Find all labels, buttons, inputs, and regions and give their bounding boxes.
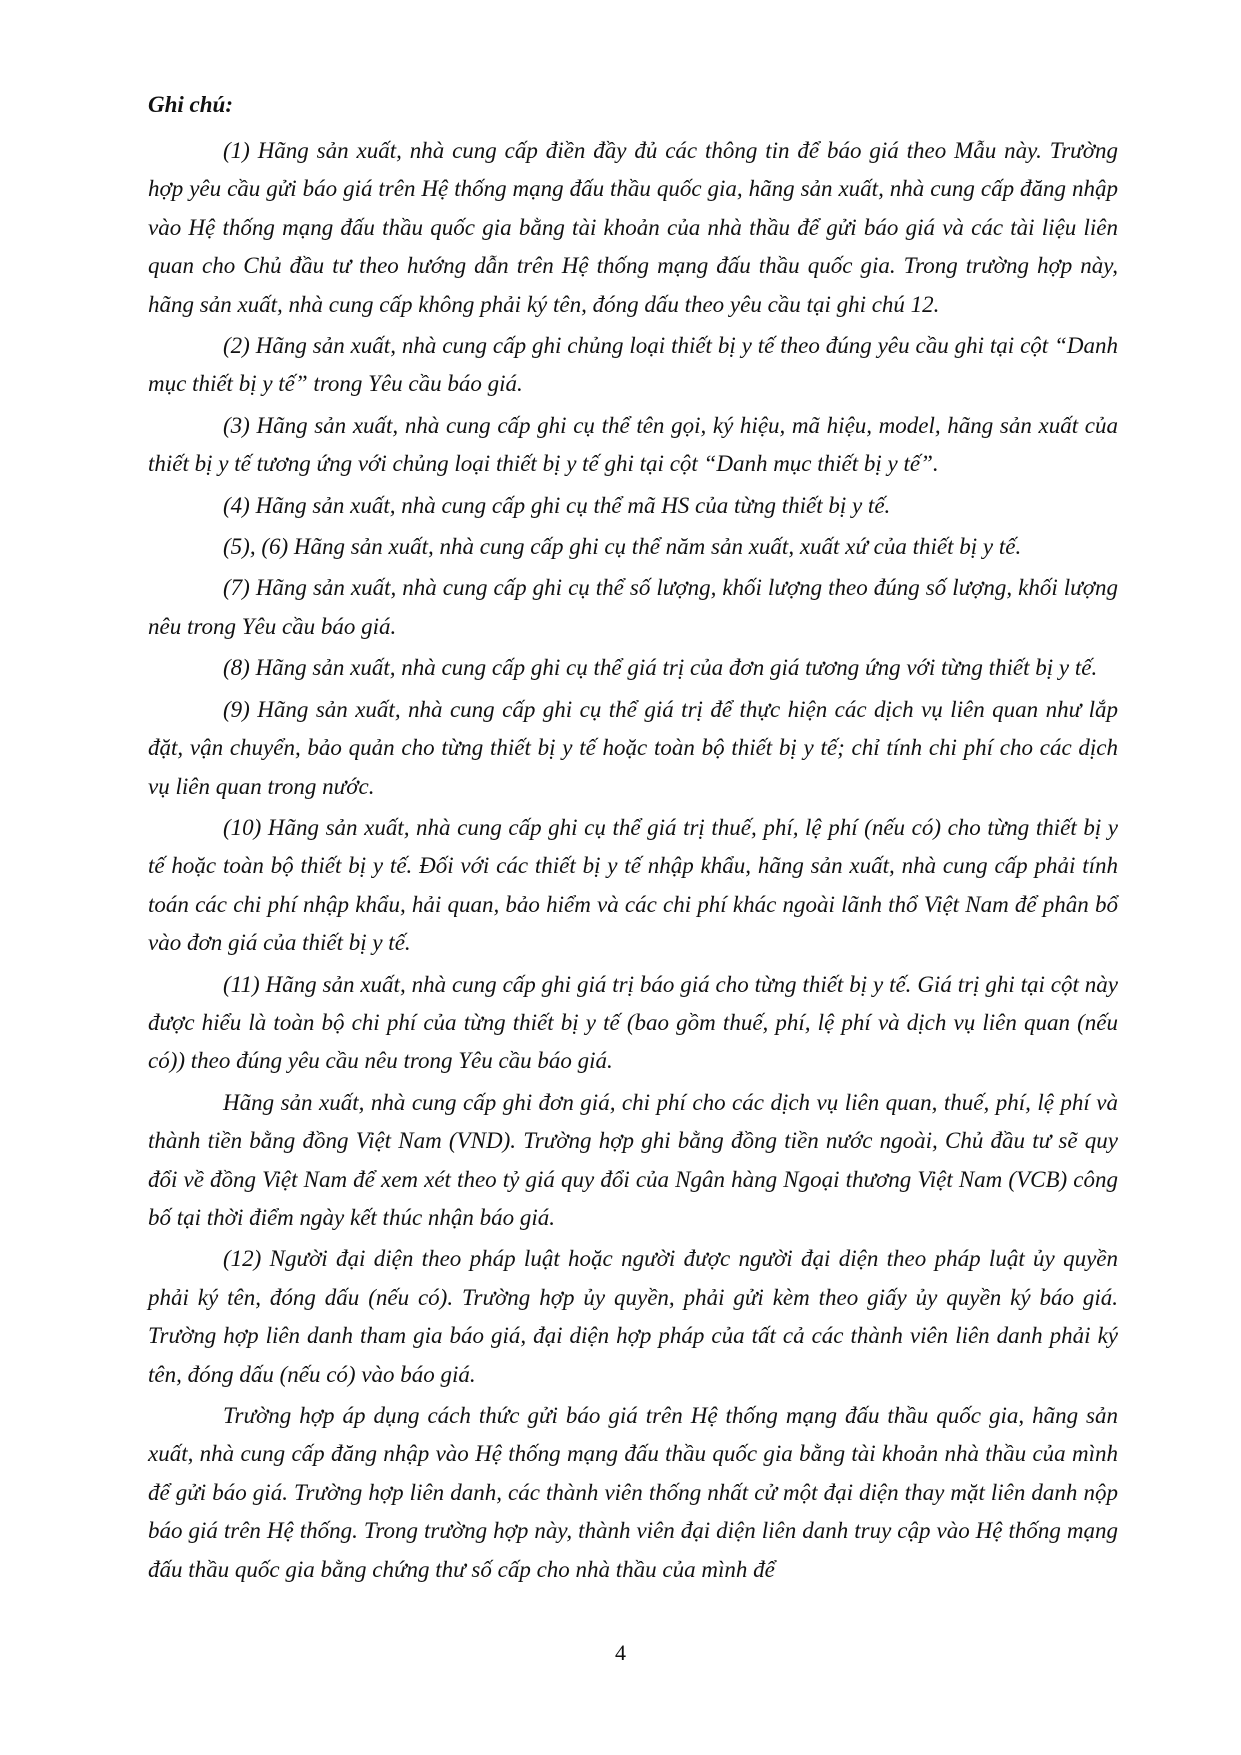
note-paragraph-4: (4) Hãng sản xuất, nhà cung cấp ghi cụ thể mã HS của từng thiết bị y tế. bbox=[223, 492, 891, 518]
note-paragraph-2: (2) Hãng sản xuất, nhà cung cấp ghi chủng loại thiết bị y tế theo đúng yêu cầu ghi tại cột “Danh mục thiết bị y tế” trong Yêu cầu báo giá. bbox=[148, 333, 1118, 397]
note-paragraph-currency: Hãng sản xuất, nhà cung cấp ghi đơn giá, chi phí cho các dịch vụ liên quan, thuế, phí, lệ phí và thành tiền bằng đồng Việt Nam (VND). Trường hợp ghi bằng đồng tiền nước ngoài, Chủ đầu tư sẽ quy đổi về đồng Việt Nam để xem xét theo tỷ giá quy đổi của Ngân hàng Ngoại thương Việt Nam (VCB) công bố tại thời điểm ngày kết thúc nhận báo giá. bbox=[148, 1089, 1118, 1230]
note-paragraph-8: (8) Hãng sản xuất, nhà cung cấp ghi cụ thể giá trị của đơn giá tương ứng với từng thiết bị y tế. bbox=[223, 655, 1098, 681]
page-number: 4 bbox=[615, 1640, 626, 1665]
note-paragraph-7: (7) Hãng sản xuất, nhà cung cấp ghi cụ thể số lượng, khối lượng theo đúng số lượng, khối lượng nêu trong Yêu cầu báo giá. bbox=[148, 575, 1118, 639]
note-paragraph-11: (11) Hãng sản xuất, nhà cung cấp ghi giá trị báo giá cho từng thiết bị y tế. Giá trị ghi tại cột này được hiểu là toàn bộ chi phí của từng thiết bị y tế (bao gồm thuế, phí, lệ phí và dịch vụ liên quan (nếu có)) theo đúng yêu cầu nêu trong Yêu cầu báo giá. bbox=[148, 971, 1118, 1074]
notes-heading: Ghi chú: bbox=[148, 92, 233, 117]
note-paragraph-9: (9) Hãng sản xuất, nhà cung cấp ghi cụ thể giá trị để thực hiện các dịch vụ liên quan như lắp đặt, vận chuyển, bảo quản cho từng thiết bị y tế hoặc toàn bộ thiết bị y tế; chỉ tính chi phí cho các dịch vụ liên quan trong nước. bbox=[148, 696, 1118, 799]
note-paragraph-10: (10) Hãng sản xuất, nhà cung cấp ghi cụ thể giá trị thuế, phí, lệ phí (nếu có) cho từng thiết bị y tế hoặc toàn bộ thiết bị y tế. Đối với các thiết bị y tế nhập khẩu, hãng sản xuất, nhà cung cấp phải tính toán các chi phí nhập khẩu, hải quan, bảo hiểm và các chi phí khác ngoài lãnh thổ Việt Nam để phân bổ vào đơn giá của thiết bị y tế. bbox=[148, 814, 1118, 956]
note-paragraph-12: (12) Người đại diện theo pháp luật hoặc người được người đại diện theo pháp luật ủy quyền phải ký tên, đóng dấu (nếu có). Trường hợp ủy quyền, phải gửi kèm theo giấy ủy quyền ký báo giá. Trường hợp liên danh tham gia báo giá, đại diện hợp pháp của tất cả các thành viên liên danh phải ký tên, đóng dấu (nếu có) vào báo giá. bbox=[148, 1246, 1118, 1387]
note-paragraph-5-6: (5), (6) Hãng sản xuất, nhà cung cấp ghi cụ thể năm sản xuất, xuất xứ của thiết bị y tế. bbox=[223, 534, 1022, 560]
notes-section bbox=[148, 86, 1118, 1589]
note-paragraph-1: (1) Hãng sản xuất, nhà cung cấp điền đầy đủ các thông tin để báo giá theo Mẫu này. Trường hợp yêu cầu gửi báo giá trên Hệ thống mạng đấu thầu quốc gia, hãng sản xuất, nhà cung cấp đăng nhập vào Hệ thống mạng đấu thầu quốc gia bằng tài khoản của nhà thầu để gửi báo giá và các tài liệu liên quan cho Chủ đầu tư theo hướng dẫn trên Hệ thống mạng đấu thầu quốc gia. Trong trường hợp này, hãng sản xuất, nhà cung cấp không phải ký tên, đóng dấu theo yêu cầu tại ghi chú 12. bbox=[148, 138, 1118, 317]
note-paragraph-online-submission: Trường hợp áp dụng cách thức gửi báo giá trên Hệ thống mạng đấu thầu quốc gia, hãng sản xuất, nhà cung cấp đăng nhập vào Hệ thống mạng đấu thầu quốc gia bằng tài khoản nhà thầu của mình để gửi báo giá. Trường hợp liên danh, các thành viên thống nhất cử một đại diện thay mặt liên danh nộp báo giá trên Hệ thống. Trong trường hợp này, thành viên đại diện liên danh truy cập vào Hệ thống mạng đấu thầu quốc gia bằng chứng thư số cấp cho nhà thầu của mình để bbox=[148, 1403, 1118, 1582]
note-paragraph-3: (3) Hãng sản xuất, nhà cung cấp ghi cụ thể tên gọi, ký hiệu, mã hiệu, model, hãng sản xuất của thiết bị y tế tương ứng với chủng loại thiết bị y tế ghi tại cột “Danh mục thiết bị y tế”. bbox=[148, 412, 1118, 477]
